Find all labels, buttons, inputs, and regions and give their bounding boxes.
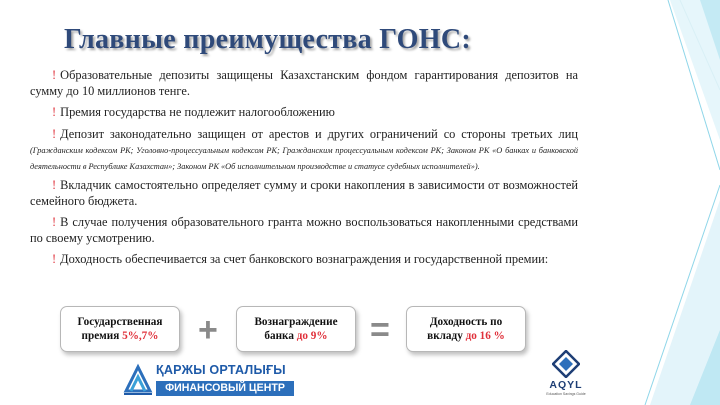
list-item-text: В случае получения образовательного гранта можно воспользоваться накопленными средствами по своему усмотрению.	[30, 215, 578, 245]
list-item-text: Премия государства не подлежит налогообложению	[60, 105, 335, 119]
bank-reward-box	[236, 306, 356, 352]
list-item	[30, 105, 578, 121]
list-item	[30, 178, 578, 209]
box-value: 5%,7%	[122, 330, 159, 342]
exclamation-icon: !	[52, 105, 57, 119]
box-value-line	[264, 329, 327, 343]
exclamation-icon: !	[52, 178, 57, 192]
box-label: Государственная	[77, 316, 163, 328]
box-value: до 9%	[296, 330, 328, 342]
box-value-line	[427, 329, 505, 343]
exclamation-icon: !	[52, 68, 57, 82]
financial-center-emblem-icon	[122, 361, 154, 397]
page-title: Главные преимущества ГОНС:	[64, 24, 471, 55]
aqyl-tagline: Education Savings Guide	[546, 392, 586, 396]
logo-line-kazakh: ҚАРЖЫ ОРТАЛЫҒЫ	[156, 363, 286, 377]
box-value: до 16 %	[465, 330, 505, 342]
exclamation-icon: !	[52, 252, 57, 266]
list-item	[30, 252, 578, 268]
box-label: Вознаграждение	[254, 316, 338, 328]
aqyl-wordmark: AQYL	[549, 379, 583, 391]
list-item	[30, 215, 578, 246]
financial-center-logo	[122, 359, 300, 399]
logo-line-russian: ФИНАНСОВЫЙ ЦЕНТР	[156, 381, 294, 396]
list-item-text: Депозит законодательно защищен от арестов и других ограничений со стороны третьих лиц	[60, 126, 578, 141]
box-label-suffix: банка	[264, 330, 294, 342]
box-label: Доходность по	[429, 316, 503, 328]
advantages-list	[30, 68, 578, 274]
box-value-line	[82, 329, 159, 343]
list-item	[30, 68, 578, 99]
state-premium-box	[60, 306, 180, 352]
list-item-text: Доходность обеспечивается за счет банковского вознаграждения и государственной премии:	[60, 252, 549, 266]
exclamation-icon: !	[52, 126, 57, 141]
box-label-suffix: вкладу	[427, 330, 463, 342]
list-item	[30, 127, 578, 174]
yield-formula	[60, 306, 530, 360]
list-item-text: Вкладчик самостоятельно определяет сумму и сроки накопления в зависимости от возможностей семейного бюджета.	[30, 178, 578, 208]
total-yield-box	[406, 306, 526, 352]
exclamation-icon: !	[52, 215, 57, 229]
equals-icon: =	[370, 311, 390, 349]
list-item-text: Образовательные депозиты защищены Казахстанским фондом гарантирования депозитов на сумму до 10 миллионов тенге.	[30, 68, 578, 98]
legal-note: (Гражданским кодексом РК; Уголовно-процессуальным кодексом РК; Гражданским процессуальным кодексом РК; Законом РК «О банках и банковской деятельности в Республике Казахстан»; Законом РК «Об исполнительном производстве и статусе судебных исполнителей»).	[30, 146, 578, 171]
aqyl-emblem-icon	[552, 350, 580, 378]
plus-icon: +	[198, 311, 218, 349]
aqyl-logo	[540, 348, 592, 404]
box-label-suffix: премия	[81, 330, 120, 342]
